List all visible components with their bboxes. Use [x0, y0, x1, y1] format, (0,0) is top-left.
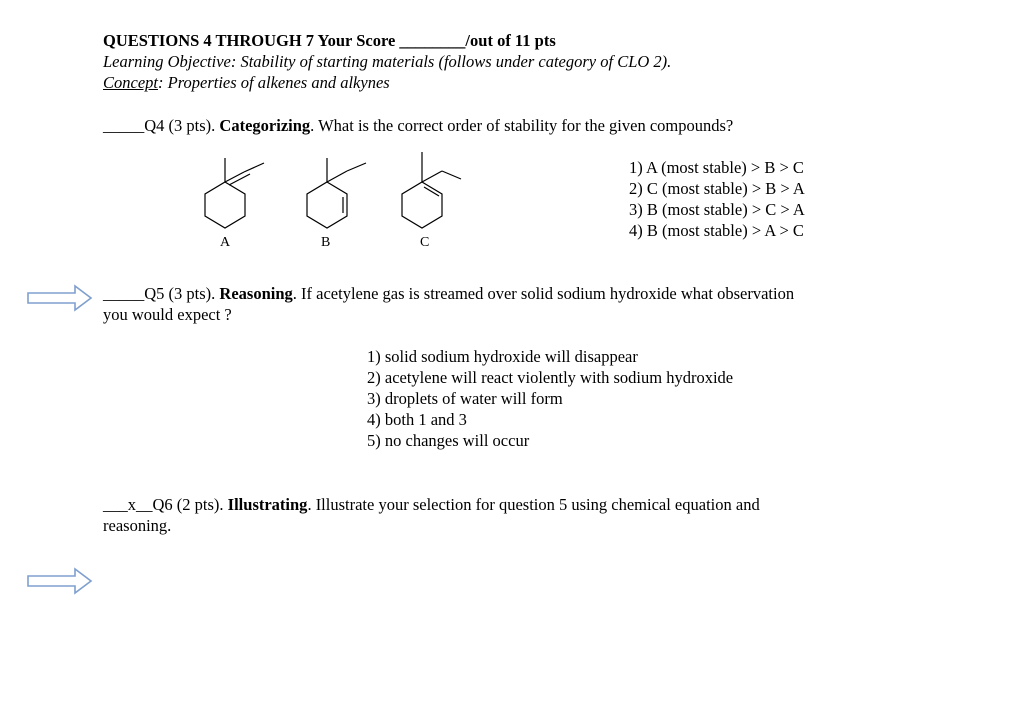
q5-text: . If acetylene gas is streamed over solid sodium hydroxide what observation — [292, 284, 795, 303]
structure-a-label: A — [220, 235, 231, 250]
q6-answer-blank[interactable]: ___x__ — [103, 495, 153, 514]
q6-question-continued: reasoning. — [103, 516, 172, 535]
q4-option-2[interactable]: 2) C (most stable) > B > A — [629, 179, 805, 198]
q4-answer-blank[interactable]: _____ — [103, 116, 145, 135]
q4-option-3[interactable]: 3) B (most stable) > C > A — [629, 200, 805, 219]
q5-answer-blank[interactable]: _____ — [103, 284, 145, 303]
q5-question-continued: you would expect ? — [103, 305, 232, 324]
q6-text: . Illustrate your selection for question 5 using chemical equation and — [307, 495, 760, 514]
concept-line — [103, 73, 390, 93]
q4-option-1[interactable]: 1) A (most stable) > B > C — [629, 158, 804, 177]
q4-text: . What is the correct order of stability for the given compounds? — [310, 116, 734, 135]
q5-option-3[interactable]: 3) droplets of water will form — [367, 389, 563, 408]
q5-question — [103, 284, 794, 304]
concept-text: : Properties of alkenes and alkynes — [158, 73, 390, 92]
right-arrow-icon — [27, 283, 93, 313]
q4-question — [103, 116, 733, 136]
structure-b-icon — [302, 150, 372, 230]
right-arrow-icon — [27, 566, 93, 596]
q5-option-5[interactable]: 5) no changes will occur — [367, 431, 530, 450]
q5-option-4[interactable]: 4) both 1 and 3 — [367, 410, 467, 429]
q5-prefix: Q5 (3 pts). — [144, 284, 220, 303]
q5-skill: Reasoning — [219, 284, 293, 303]
objective-label: Learning Objective — [103, 52, 231, 71]
q5-option-1[interactable]: 1) solid sodium hydroxide will disappear — [367, 347, 638, 366]
q6-question — [103, 495, 760, 515]
page-title: QUESTIONS 4 THROUGH 7 Your Score ________/out of 11 pts — [103, 31, 556, 50]
structure-c-label: C — [420, 235, 430, 250]
q4-skill: Categorizing — [219, 116, 311, 135]
structure-a-icon — [200, 150, 270, 230]
q4-options — [629, 157, 805, 241]
q4-prefix: Q4 (3 pts). — [144, 116, 220, 135]
structure-c-icon — [397, 150, 467, 230]
learning-objective — [103, 52, 671, 72]
q6-prefix: Q6 (2 pts). — [152, 495, 228, 514]
q5-option-2[interactable]: 2) acetylene will react violently with sodium hydroxide — [367, 368, 734, 387]
objective-text: : Stability of starting materials (follows under category of CLO 2). — [230, 52, 672, 71]
q4-option-4[interactable]: 4) B (most stable) > A > C — [629, 221, 804, 240]
q5-options — [367, 346, 733, 451]
q6-skill: Illustrating — [227, 495, 308, 514]
structure-b-label: B — [321, 235, 331, 250]
concept-label: Concept — [103, 73, 158, 92]
